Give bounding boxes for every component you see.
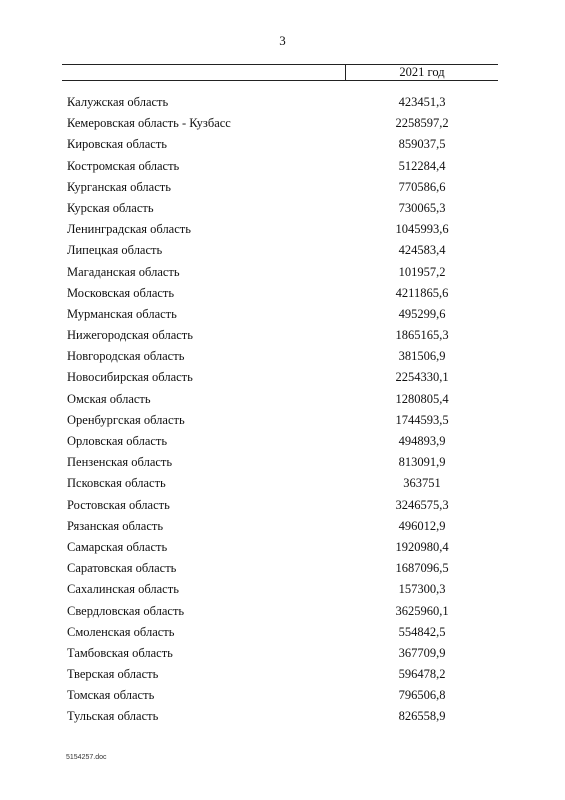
table-row <box>0 325 565 346</box>
table-row <box>0 346 565 367</box>
table-row <box>0 92 565 113</box>
region-name: Новосибирская область <box>67 370 193 385</box>
region-name: Пензенская область <box>67 455 173 470</box>
region-name: Курская область <box>67 200 154 215</box>
region-name: Ростовская область <box>67 497 170 512</box>
region-value: 494893,9 <box>398 434 446 448</box>
region-value: 1744593,5 <box>395 412 449 427</box>
region-name: Смоленская область <box>67 624 175 639</box>
table-row <box>0 664 565 685</box>
region-name: Тамбовская область <box>67 645 173 660</box>
region-value: 424583,4 <box>398 243 446 258</box>
region-value: 859037,5 <box>398 137 446 152</box>
region-value: 2254330,1 <box>395 370 449 385</box>
region-value: 157300,3 <box>398 582 446 597</box>
region-value: 3246575,3 <box>395 497 449 512</box>
region-value: 1045993,6 <box>395 222 449 237</box>
region-name: Липецкая область <box>67 243 163 258</box>
region-value: 423451,3 <box>398 95 446 109</box>
region-value: 1920980,4 <box>395 539 449 554</box>
region-value: 495299,6 <box>398 306 446 321</box>
column-header-year: 2021 год <box>399 65 445 79</box>
table-row <box>0 283 565 304</box>
region-name: Сахалинская область <box>67 582 179 597</box>
region-name: Орловская область <box>67 434 168 448</box>
region-name: Самарская область <box>67 539 168 554</box>
region-name: Нижегородская область <box>67 328 193 343</box>
region-name: Свердловская область <box>67 603 185 618</box>
region-name: Магаданская область <box>67 264 180 279</box>
table-row <box>0 622 565 643</box>
region-value: 3625960,1 <box>395 603 449 618</box>
region-value: 363751 <box>403 476 441 491</box>
region-name: Псковская область <box>67 476 166 491</box>
region-name: Калужская область <box>67 95 169 109</box>
region-name: Рязанская область <box>67 518 164 533</box>
table-row <box>0 685 565 706</box>
table-row <box>0 473 565 494</box>
region-value: 101957,2 <box>398 264 446 279</box>
region-value: 4211865,6 <box>395 285 449 300</box>
table-row <box>0 516 565 537</box>
region-table-body <box>0 92 565 728</box>
document-id: 5154257.doc <box>66 754 107 761</box>
region-name: Мурманская область <box>67 306 177 321</box>
region-value: 381506,9 <box>398 349 446 364</box>
table-row <box>0 262 565 283</box>
table-row <box>0 113 565 134</box>
region-value: 730065,3 <box>398 200 446 215</box>
table-row <box>0 601 565 622</box>
table-row <box>0 198 565 219</box>
table-row <box>0 537 565 558</box>
region-name: Оренбургская область <box>67 412 185 427</box>
region-name: Омская область <box>67 391 151 406</box>
table-row <box>0 156 565 177</box>
region-value: 496012,9 <box>398 518 446 533</box>
region-value: 1687096,5 <box>395 561 449 576</box>
table-row <box>0 134 565 155</box>
region-name: Костромская область <box>67 158 180 173</box>
table-row <box>0 240 565 261</box>
region-value: 554842,5 <box>398 624 446 639</box>
table-row <box>0 367 565 388</box>
region-name: Тульская область <box>67 709 159 724</box>
region-value: 813091,9 <box>398 455 446 470</box>
region-name: Новгородская область <box>67 349 185 364</box>
region-name: Курганская область <box>67 179 171 194</box>
table-row <box>0 410 565 431</box>
region-value: 826558,9 <box>398 709 446 724</box>
table-row <box>0 389 565 410</box>
region-value: 770586,6 <box>398 179 446 194</box>
table-row <box>0 495 565 516</box>
table-row <box>0 219 565 240</box>
region-name: Кемеровская область - Кузбасс <box>67 116 231 131</box>
table-row <box>0 431 565 452</box>
table-row <box>0 177 565 198</box>
region-name: Саратовская область <box>67 561 177 576</box>
region-name: Кировская область <box>67 137 168 152</box>
region-name: Ленинградская область <box>67 222 191 237</box>
region-value: 1280805,4 <box>395 391 449 406</box>
region-value: 596478,2 <box>398 667 446 682</box>
region-name: Томская область <box>67 688 155 703</box>
table-header-bottom-rule <box>62 80 498 81</box>
table-row <box>0 706 565 727</box>
table-row <box>0 304 565 325</box>
region-value: 796506,8 <box>398 688 446 703</box>
table-row <box>0 558 565 579</box>
region-value: 1865165,3 <box>395 328 449 343</box>
table-row <box>0 452 565 473</box>
region-name: Тверская область <box>67 667 159 682</box>
table-row <box>0 579 565 600</box>
region-value: 367709,9 <box>398 645 446 660</box>
region-value: 2258597,2 <box>395 116 449 131</box>
region-value: 512284,4 <box>398 158 446 173</box>
page-number: 3 <box>279 33 286 48</box>
table-row <box>0 643 565 664</box>
region-name: Московская область <box>67 285 175 300</box>
